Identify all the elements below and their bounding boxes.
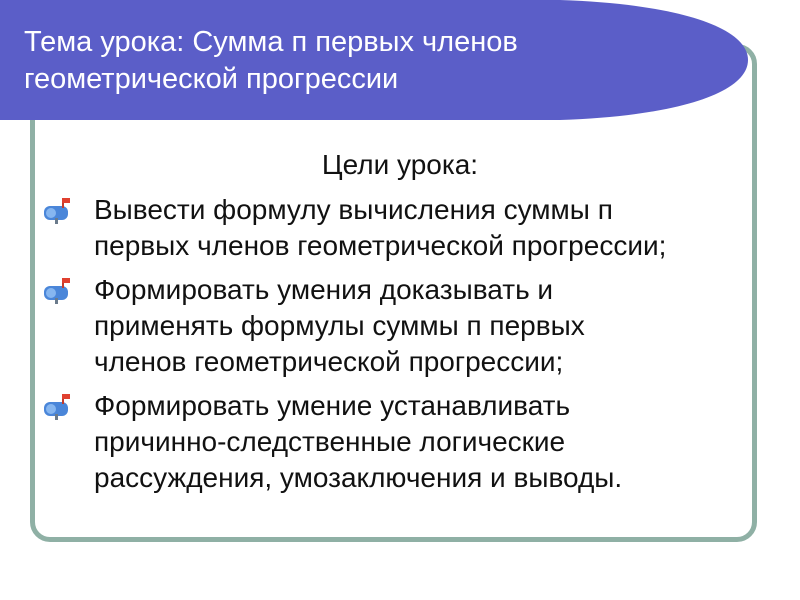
goal-item-1: [40, 192, 740, 264]
goal-text: [94, 192, 666, 264]
goal-line: членов геометрической прогрессии;: [94, 346, 564, 377]
page-title: [24, 24, 704, 98]
mailbox-icon: [40, 392, 74, 420]
goal-line: первых членов геометрической прогрессии;: [94, 230, 667, 261]
goals-heading: Цели урока:: [321, 149, 479, 180]
goal-line: рассуждения, умозаключения и выводы.: [94, 462, 623, 493]
goal-line: Вывести формулу вычисления суммы п: [94, 194, 613, 225]
mailbox-icon: [40, 196, 74, 224]
goal-item-2: [40, 272, 740, 380]
goal-line: Формировать умение устанавливать: [94, 390, 571, 421]
goal-text: [94, 272, 585, 380]
goal-line: применять формулы суммы п первых: [94, 310, 585, 341]
goal-item-3: [40, 388, 740, 496]
mailbox-icon: [40, 276, 74, 304]
title-banner: [0, 0, 748, 122]
goal-line: причинно-следственные логические: [94, 426, 566, 457]
goal-text: [94, 388, 622, 496]
goal-line: Формировать умения доказывать и: [94, 274, 554, 305]
title-line-1: Тема урока: Сумма п первых членов: [24, 26, 518, 58]
title-line-2: геометрической прогрессии: [24, 63, 399, 95]
